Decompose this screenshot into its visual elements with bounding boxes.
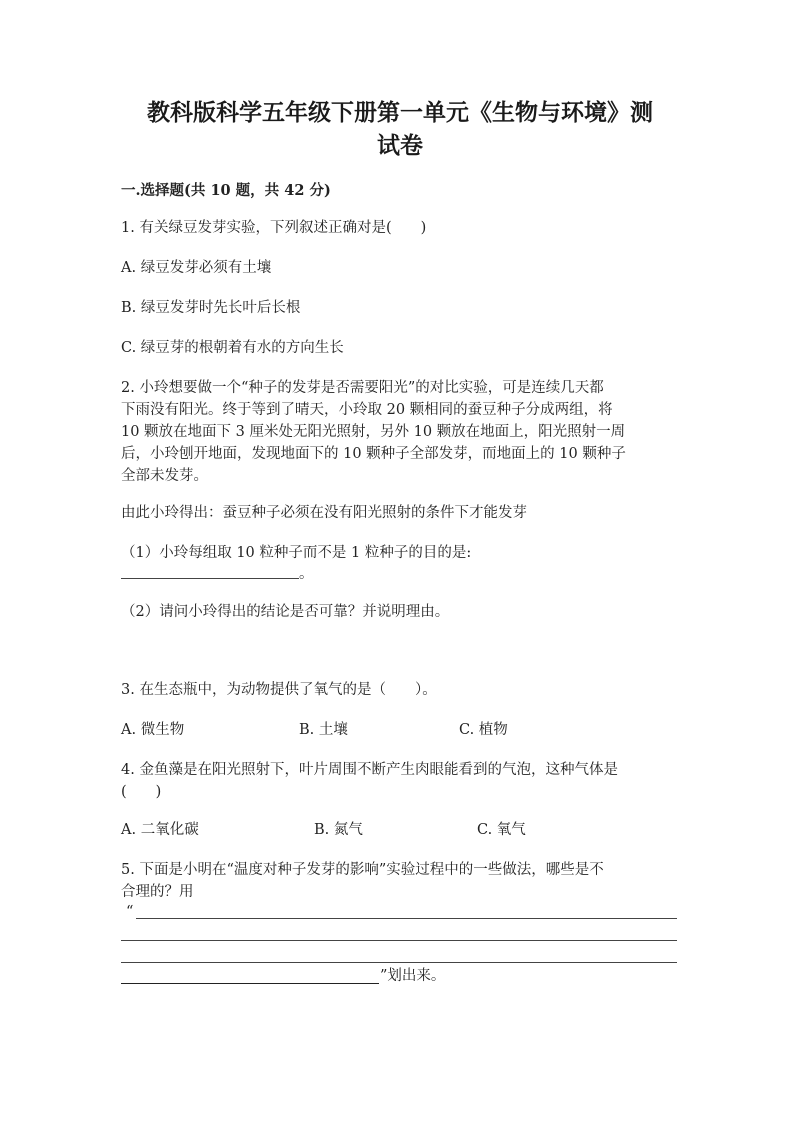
question-3-option-a: A. 微生物 [121, 722, 185, 738]
exam-title-line2: 试卷 [377, 132, 423, 159]
answer-line-2[interactable] [121, 940, 677, 941]
answer-line-4[interactable] [121, 983, 379, 984]
question-1-option-c: C. 绿豆芽的根朝着有水的方向生长 [121, 340, 344, 356]
question-2-line2: 下雨没有阳光。终于等到了晴天，小玲取 20 颗相同的蚕豆种子分成两组，将 [121, 402, 613, 418]
question-3-option-c: C. 植物 [459, 722, 508, 738]
question-3-stem: 3. 在生态瓶中，为动物提供了氧气的是（ ）。 [121, 682, 437, 698]
question-1-option-b: B. 绿豆发芽时先长叶后长根 [121, 300, 301, 316]
question-5-line2: 合理的？用 [121, 884, 194, 900]
question-2-conclusion: 由此小玲得出：蚕豆种子必须在没有阳光照射的条件下才能发芽 [121, 505, 527, 521]
question-2-line5: 全部未发芽。 [121, 468, 208, 484]
exam-title-line1: 教科版科学五年级下册第一单元《生物与环境》测 [147, 99, 653, 126]
question-1-option-a: A. 绿豆发芽必须有土壤 [121, 260, 272, 276]
question-4-line2: ( ) [121, 784, 162, 800]
question-4-option-b: B. 氮气 [314, 822, 363, 838]
section-heading: 一.选择题(共 10 题，共 42 分) [121, 182, 331, 199]
exam-title [110, 96, 690, 162]
question-2-line1: 2. 小玲想要做一个“种子的发芽是否需要阳光”的对比实验，可是连续几天都 [121, 380, 604, 396]
question-5-line1: 5. 下面是小明在“温度对种子发芽的影响”实验过程中的一些做法，哪些是不 [121, 862, 604, 878]
question-2-line3: 10 颗放在地面下 3 厘米处无阳光照射，另外 10 颗放在地面上，阳光照射一周 [121, 424, 626, 440]
question-5-open-quote: “ [126, 904, 134, 920]
question-2-line4: 后，小玲刨开地面，发现地面下的 10 颗种子全部发芽，而地面上的 10 颗种子 [121, 446, 626, 462]
answer-line-1[interactable] [136, 918, 677, 919]
question-2-sub2: （2）请问小玲得出的结论是否可靠？并说明理由。 [121, 604, 450, 620]
question-2-sub1-end: 。 [299, 566, 314, 582]
question-2-sub1: （1）小玲每组取 10 粒种子而不是 1 粒种子的目的是: [121, 545, 472, 561]
question-4-option-a: A. 二氧化碳 [121, 822, 199, 838]
question-4-line1: 4. 金鱼藻是在阳光照射下，叶片周围不断产生肉眼能看到的气泡，这种气体是 [121, 762, 618, 778]
question-4-option-c: C. 氧气 [477, 822, 526, 838]
answer-blank-sub1[interactable] [121, 578, 299, 579]
question-3-option-b: B. 土壤 [299, 722, 348, 738]
question-1-stem: 1. 有关绿豆发芽实验，下列叙述正确对是( ) [121, 220, 427, 236]
question-5-close-text: ”划出来。 [380, 968, 446, 984]
answer-line-3[interactable] [121, 962, 677, 963]
